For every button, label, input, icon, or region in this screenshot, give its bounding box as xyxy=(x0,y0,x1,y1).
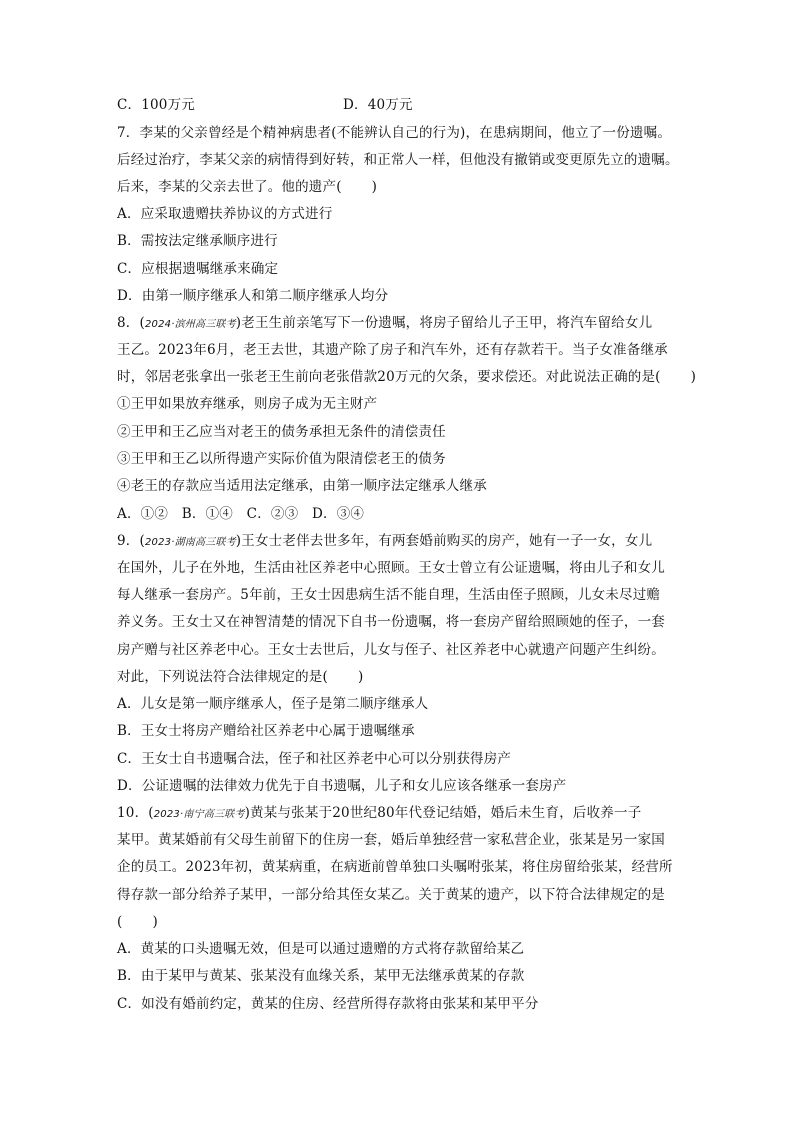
q9-option-c[interactable]: C．王女士自书遗嘱合法，侄子和社区养老中心可以分别获得房产 xyxy=(117,751,512,767)
q9-line-2: 在国外，儿子在外地，生活由社区养老中心照顾。王女士曾立有公证遗嘱，将由儿子和女儿 xyxy=(117,560,665,576)
q10-line-5: ( ) xyxy=(117,914,158,930)
q8-statement-1: ①王甲如果放弃继承，则房子成为无主财产 xyxy=(117,396,378,412)
q9-option-d[interactable]: D．公证遗嘱的法律效力优先于自书遗嘱，儿子和女儿应该各继承一套房产 xyxy=(117,778,567,794)
q7-line-3: 后来，李某的父亲去世了。他的遗产( ) xyxy=(117,179,378,195)
q7-option-a[interactable]: A．应采取遗赠扶养协议的方式进行 xyxy=(117,206,333,222)
q7-option-d[interactable]: D．由第一顺序继承人和第二顺序继承人均分 xyxy=(117,288,389,304)
q6-options-row xyxy=(117,96,717,114)
q8-line-3: 时，邻居老张拿出一张老王生前向老张借款20万元的欠条，要求偿还。对此说法正确的是( ) xyxy=(117,369,697,385)
q10-line-1: 10．(2023·南宁高三联考)黄某与张某于20世纪80年代登记结婚，婚后未生育，后收养一子 xyxy=(117,805,642,821)
q10-option-a[interactable]: A．黄某的口头遗嘱无效，但是可以通过遗赠的方式将存款留给某乙 xyxy=(117,941,525,957)
q9-source: 2023·湖南高三联考 xyxy=(144,537,236,548)
q9-line-4: 养义务。王女士又在神智清楚的情况下自书一份遗嘱，将一套房产留给照顾她的侄子，一套 xyxy=(117,614,665,630)
q9-line-3: 每人继承一套房产。5年前，王女士因患病生活不能自理，生活由侄子照顾，儿女未尽过赡 xyxy=(117,587,661,603)
q10-line-4: 得存款一部分给养子某甲，一部分给其侄女某乙。关于黄某的遗产，以下符合法律规定的是 xyxy=(117,887,665,903)
q10-source: 2023·南宁高三联考 xyxy=(153,809,245,820)
q8-line-1: 8．(2024·滨州高三联考)老王生前亲笔写下一份遗嘱，将房子留给儿子王甲，将汽车留给女儿 xyxy=(117,315,653,331)
q8-source: 2024·滨州高三联考 xyxy=(144,319,236,330)
q8-statement-2: ②王甲和王乙应当对老王的债务承担无条件的清偿责任 xyxy=(117,424,446,440)
q8-line-2: 王乙。2023年6月，老王去世，其遗产除了房子和汽车外，还有存款若干。当子女准备继承 xyxy=(117,342,668,358)
q9-line-6: 对此，下列说法符合法律规定的是( ) xyxy=(117,669,364,685)
q9-line-5: 房产赠与社区养老中心。王女士去世后，儿女与侄子、社区养老中心就遗产问题产生纠纷。 xyxy=(117,642,665,658)
q10-line-3: 企的员工。2023年初，黄某病重，在病逝前曾单独口头嘱咐张某，将住房留给张某，经营所 xyxy=(117,859,673,875)
q7-line-1: 7．李某的父亲曾经是个精神病患者(不能辨认自己的行为)，在患病期间，他立了一份遗嘱。 xyxy=(117,125,672,141)
q9-option-a[interactable]: A．儿女是第一顺序继承人，侄子是第二顺序继承人 xyxy=(117,696,429,712)
q8-statement-4: ④老王的存款应当适用法定继承，由第一顺序法定继承人继承 xyxy=(117,478,487,494)
q9-line-1: 9．(2023·湖南高三联考)王女士老伴去世多年，有两套婚前购买的房产，她有一子一女，女儿 xyxy=(117,533,653,549)
q6-option-c[interactable]: C．100万元 xyxy=(117,97,195,113)
q6-option-d[interactable]: D．40万元 xyxy=(343,97,413,113)
q9-option-b[interactable]: B．王女士将房产赠给社区养老中心属于遗嘱继承 xyxy=(117,723,415,739)
q10-line-2: 某甲。黄某婚前有父母生前留下的住房一套，婚后单独经营一家私营企业，张某是另一家国 xyxy=(117,832,665,848)
q7-option-b[interactable]: B．需按法定继承顺序进行 xyxy=(117,233,278,249)
q10-option-c[interactable]: C．如没有婚前约定，黄某的住房、经营所得存款将由张某和某甲平分 xyxy=(117,996,539,1012)
q7-stem-end: 后来，李某的父亲去世了。他的遗产( xyxy=(117,179,342,195)
q7-line-2: 后经过治疗，李某父亲的病情得到好转，和正常人一样，但他没有撤销或变更原先立的遗嘱。 xyxy=(117,152,679,168)
q10-option-b[interactable]: B．由于某甲与黄某、张某没有血缘关系，某甲无法继承黄某的存款 xyxy=(117,968,525,984)
q7-option-c[interactable]: C．应根据遗嘱继承来确定 xyxy=(117,261,279,277)
q8-options[interactable]: A．①② B．①④ C．②③ D．③④ xyxy=(117,506,365,522)
q8-statement-3: ③王甲和王乙以所得遗产实际价值为限清偿老王的债务 xyxy=(117,451,446,467)
